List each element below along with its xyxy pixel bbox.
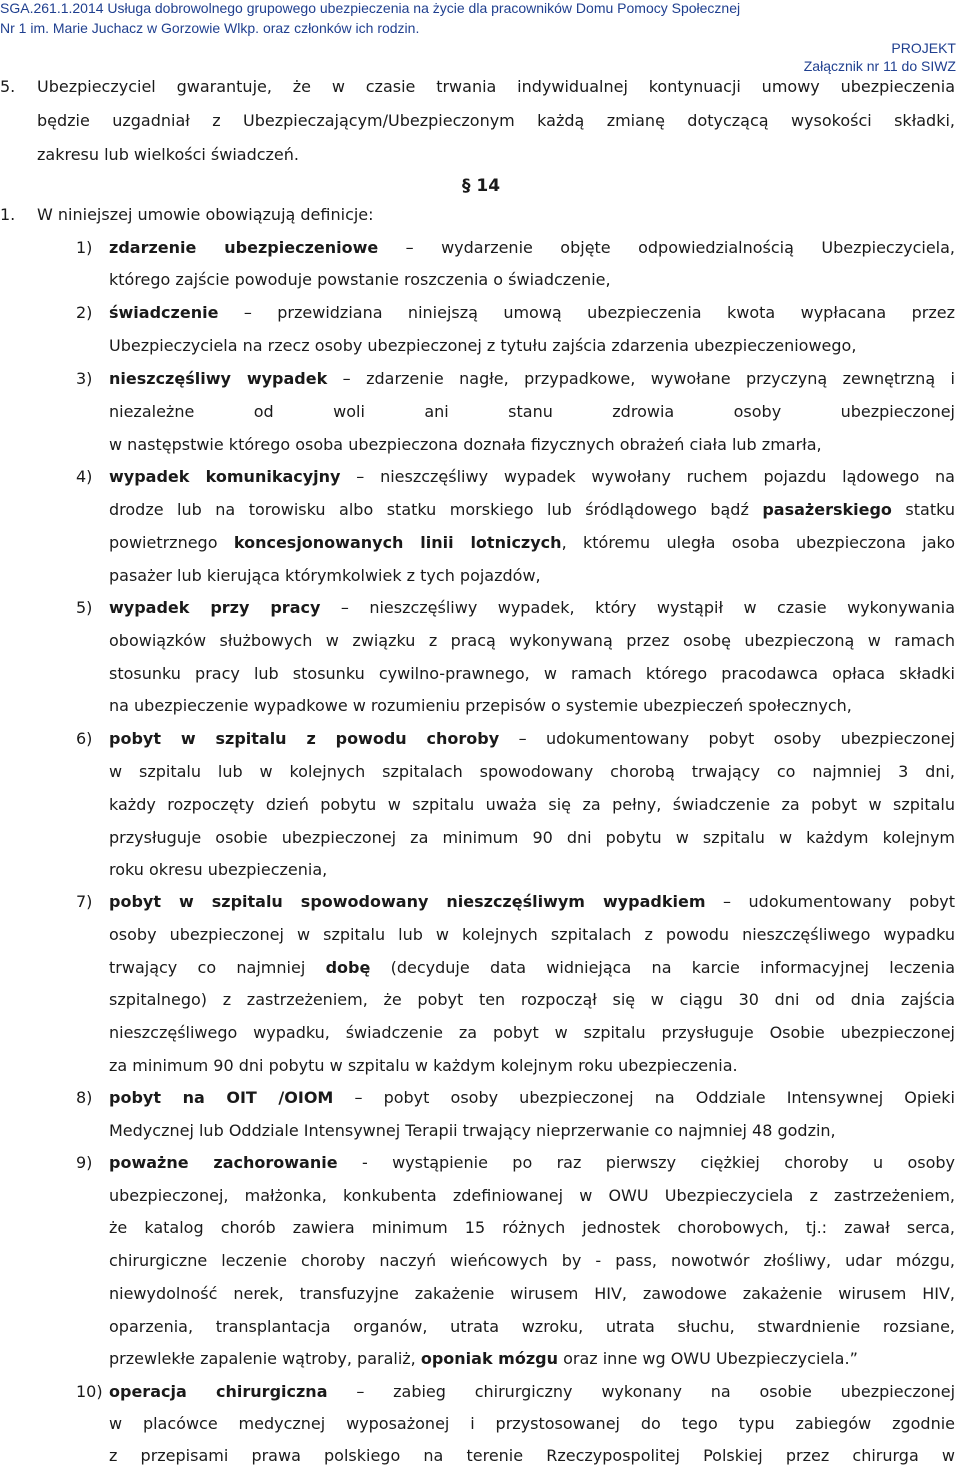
def-4-line1: wypadek komunikacyjny – nieszczęśliwy wypadek wywołany ruchem pojazdu lądowego na (109, 467, 955, 486)
document-header-line1: SGA.261.1.2014 Usługa dobrowolnego grupowego ubezpieczenia na życie dla pracowników Domu Pomocy Społecznej (0, 0, 741, 16)
def-7-line3: trwający co najmniej dobę (decyduje data widniejąca na karcie informacyjnej leczenia (109, 958, 955, 977)
def-9-line2: ubezpieczonej, małżonka, konkubenta zdefiniowanej w OWU Ubezpieczyciela z zastrzeżeniem, (109, 1186, 955, 1205)
def-9-term: poważne zachorowanie (109, 1153, 338, 1172)
def-4-term: wypadek komunikacyjny (109, 467, 341, 486)
def-3-number: 3) (76, 369, 93, 388)
def-4-line3: powietrznego koncesjonowanych linii lotniczych, któremu uległa osoba ubezpieczona jako (109, 533, 955, 552)
def-5-line2: obowiązków służbowych w związku z pracą wykonywaną przez osobę ubezpieczoną w ramach (109, 631, 955, 650)
def-7-line6: za minimum 90 dni pobytu w szpitalu w każdym kolejnym roku ubezpieczenia. (109, 1056, 738, 1075)
def-9-line7: przewlekłe zapalenie wątroby, paraliż, oponiak mózgu oraz inne wg OWU Ubezpieczyciela.” (109, 1349, 858, 1368)
def-4-number: 4) (76, 467, 93, 486)
def-9-line5: niewydolność nerek, transfuzyjne zakażenie wirusem HIV, zawodowe zakażenie wirusem HIV, (109, 1284, 955, 1303)
def-9-number: 9) (76, 1153, 93, 1172)
def-8-term: pobyt na OIT /OIOM (109, 1088, 334, 1107)
point-5-number: 5. (0, 77, 16, 96)
def-7-term: pobyt w szpitalu spowodowany nieszczęśliwym wypadkiem (109, 892, 706, 911)
def-9-line1: poważne zachorowanie - wystąpienie po raz pierwszy ciężkiej choroby u osoby (109, 1153, 955, 1172)
intro-number: 1. (0, 205, 16, 224)
def-1-line1: zdarzenie ubezpieczeniowe – wydarzenie objęte odpowiedzialnością Ubezpieczyciela, (109, 238, 955, 257)
def-6-line1: pobyt w szpitalu z powodu choroby – udokumentowany pobyt osoby ubezpieczonej (109, 729, 955, 748)
def-3-line2: niezależne od woli ani stanu zdrowia osoby ubezpieczonej (109, 402, 955, 421)
point-5-line1: Ubezpieczyciel gwarantuje, że w czasie trwania indywidualnej kontynuacji umowy ubezpieczenia (37, 77, 955, 96)
def-6-line2: w szpitalu lub w kolejnych szpitalach spowodowany chorobą trwający co najmniej 3 dni, (109, 762, 955, 781)
def-6-line5: roku okresu ubezpieczenia, (109, 860, 328, 879)
def-3-term: nieszczęśliwy wypadek (109, 369, 328, 388)
def-6-term: pobyt w szpitalu z powodu choroby (109, 729, 500, 748)
def-3-line3: w następstwie którego osoba ubezpieczona doznała fizycznych obrażeń ciała lub zmarła, (109, 435, 822, 454)
def-4-line4: pasażer lub kierująca którymkolwiek z tych pojazdów, (109, 566, 541, 585)
def-7-line4: szpitalnego) z zastrzeżeniem, że pobyt ten rozpoczął się w ciągu 30 dni od dnia zajścia (109, 990, 955, 1009)
def-7-line5: nieszczęśliwego wypadku, świadczenie za pobyt w szpitalu przysługuje Osobie ubezpieczonej (109, 1023, 955, 1042)
def-2-line2: Ubezpieczyciela na rzecz osoby ubezpieczonej z tytułu zajścia zdarzenia ubezpieczeniowego, (109, 336, 857, 355)
def-5-line1: wypadek przy pracy – nieszczęśliwy wypadek, który wystąpił w czasie wykonywania (109, 598, 955, 617)
def-7-line1: pobyt w szpitalu spowodowany nieszczęśliwym wypadkiem – udokumentowany pobyt (109, 892, 955, 911)
intro-text: W niniejszej umowie obowiązują definicje: (37, 205, 374, 224)
def-10-line3: z przepisami prawa polskiego na terenie Rzeczypospolitej Polskiej przez chirurga w (109, 1446, 955, 1465)
def-8-line1: pobyt na OIT /OIOM – pobyt osoby ubezpieczonej na Oddziale Intensywnej Opieki (109, 1088, 955, 1107)
def-5-line3: stosunku pracy lub stosunku cywilno-prawnego, w ramach którego pracodawca opłaca składki (109, 664, 955, 683)
def-10-line2: w placówce medycznej wyposażonej i przystosowanej do tego typu zabiegów zgodnie (109, 1414, 955, 1433)
def-9-line3: że katalog chorób zawiera minimum 15 różnych jednostek chorobowych, tj.: zawał serca, (109, 1218, 955, 1237)
def-2-number: 2) (76, 303, 93, 322)
def-2-term: świadczenie (109, 303, 219, 322)
def-10-line1: operacja chirurgiczna – zabieg chirurgiczny wykonany na osobie ubezpieczonej (109, 1382, 955, 1401)
def-6-line4: przysługuje osobie ubezpieczonej za minimum 90 dni pobytu w szpitalu w każdym kolejnym (109, 828, 955, 847)
projekt-label: PROJEKT (891, 40, 956, 56)
def-8-line2: Medycznej lub Oddziale Intensywnej Terapii trwający nieprzerwanie co najmniej 48 godzin, (109, 1121, 836, 1140)
def-10-term: operacja chirurgiczna (109, 1382, 328, 1401)
def-1-term: zdarzenie ubezpieczeniowe (109, 238, 379, 257)
def-6-line3: każdy rozpoczęty dzień pobytu w szpitalu uważa się za pełny, świadczenie za pobyt w szpitalu (109, 795, 955, 814)
def-1-number: 1) (76, 238, 93, 257)
point-5-line2: będzie uzgadniał z Ubezpieczającym/Ubezpieczonym każdą zmianę dotyczącą wysokości składki, (37, 111, 955, 130)
def-7-line2: osoby ubezpieczonej w szpitalu lub w kolejnych szpitalach z powodu nieszczęśliwego wypadku (109, 925, 955, 944)
def-9-line6: oparzenia, transplantacja organów, utrata wzroku, utrata słuchu, stwardnienie rozsiane, (109, 1317, 955, 1336)
document-header-line2: Nr 1 im. Marie Juchacz w Gorzowie Wlkp. oraz członków ich rodzin. (0, 20, 420, 36)
def-10-number: 10) (76, 1382, 103, 1401)
def-4-line2: drodze lub na torowisku albo statku morskiego lub śródlądowego bądź pasażerskiego statku (109, 500, 955, 519)
def-5-number: 5) (76, 598, 93, 617)
attachment-label: Załącznik nr 11 do SIWZ (803, 58, 956, 74)
point-5-line3: zakresu lub wielkości świadczeń. (37, 145, 299, 164)
def-8-number: 8) (76, 1088, 93, 1107)
def-2-line1: świadczenie – przewidziana niniejszą umową ubezpieczenia kwota wypłacana przez (109, 303, 955, 322)
def-1-line2: którego zajście powoduje powstanie roszczenia o świadczenie, (109, 270, 611, 289)
section-heading: § 14 (462, 176, 501, 196)
def-7-number: 7) (76, 892, 93, 911)
def-6-number: 6) (76, 729, 93, 748)
def-5-term: wypadek przy pracy (109, 598, 321, 617)
def-3-line1: nieszczęśliwy wypadek – zdarzenie nagłe, przypadkowe, wywołane przyczyną zewnętrzną i (109, 369, 955, 388)
def-9-line4: chirurgiczne leczenie choroby naczyń wieńcowych by - pass, nowotwór złośliwy, udar mózgu, (109, 1251, 955, 1270)
def-5-line4: na ubezpieczenie wypadkowe w rozumieniu przepisów o systemie ubezpieczeń społecznych, (109, 696, 852, 715)
